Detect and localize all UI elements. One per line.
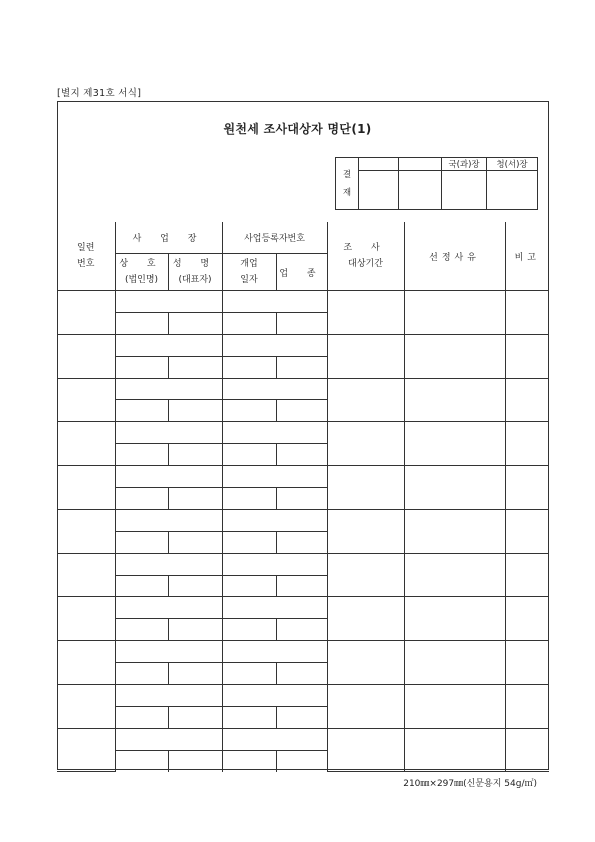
opening-date-cell[interactable]: [222, 488, 276, 510]
approval-header-director: 국(과)장: [442, 158, 487, 171]
investigation-period-cell[interactable]: [327, 509, 404, 553]
serial-no-cell[interactable]: [57, 378, 115, 422]
business-type-cell[interactable]: [276, 706, 327, 728]
trade-name-detail-cell[interactable]: [115, 444, 168, 466]
representative-cell[interactable]: [168, 444, 222, 466]
entry-row: [57, 597, 549, 619]
investigation-period-cell[interactable]: [327, 378, 404, 422]
serial-no-cell[interactable]: [57, 641, 115, 685]
representative-cell[interactable]: [168, 400, 222, 422]
entry-row: [57, 641, 549, 663]
business-type-cell[interactable]: [276, 575, 327, 597]
opening-date-cell[interactable]: [222, 312, 276, 334]
investigation-period-cell[interactable]: [327, 291, 404, 335]
serial-no-cell[interactable]: [57, 291, 115, 335]
remarks-cell[interactable]: [505, 422, 549, 466]
remarks-cell[interactable]: [505, 641, 549, 685]
business-type-cell[interactable]: [276, 488, 327, 510]
representative-cell[interactable]: [168, 488, 222, 510]
representative-cell[interactable]: [168, 619, 222, 641]
approval-side-label: [336, 158, 359, 210]
trade-name-detail-cell[interactable]: [115, 356, 168, 378]
trade-name-detail-cell[interactable]: [115, 750, 168, 771]
approval-signature-1[interactable]: [359, 171, 399, 210]
investigation-period-cell[interactable]: [327, 466, 404, 510]
trade-name-detail-cell[interactable]: [115, 706, 168, 728]
approval-signature-2[interactable]: [399, 171, 442, 210]
business-type-cell[interactable]: [276, 356, 327, 378]
header-business: 사 업 장: [115, 222, 222, 254]
serial-no-cell[interactable]: [57, 422, 115, 466]
trade-name-cell[interactable]: [115, 553, 222, 575]
selection-reason-cell[interactable]: [404, 553, 505, 597]
representative-cell[interactable]: [168, 531, 222, 553]
trade-name-cell[interactable]: [115, 685, 222, 707]
selection-reason-cell[interactable]: [404, 334, 505, 378]
serial-no-cell[interactable]: [57, 553, 115, 597]
reg-number-cell[interactable]: [222, 422, 327, 444]
business-type-cell[interactable]: [276, 619, 327, 641]
trade-name-cell[interactable]: [115, 422, 222, 444]
trade-name-cell[interactable]: [115, 334, 222, 356]
trade-name-detail-cell[interactable]: [115, 400, 168, 422]
entry-row: [57, 509, 549, 531]
selection-reason-cell[interactable]: [404, 422, 505, 466]
investigation-period-cell[interactable]: [327, 422, 404, 466]
opening-date-cell[interactable]: [222, 531, 276, 553]
taxpayer-list-table: [57, 222, 549, 772]
reg-number-cell[interactable]: [222, 378, 327, 400]
representative-cell[interactable]: [168, 706, 222, 728]
trade-name-detail-cell[interactable]: [115, 619, 168, 641]
approval-signature-director[interactable]: [442, 171, 487, 210]
remarks-cell[interactable]: [505, 685, 549, 729]
business-type-cell[interactable]: [276, 531, 327, 553]
reg-number-cell[interactable]: [222, 728, 327, 750]
remarks-cell[interactable]: [505, 509, 549, 553]
remarks-cell[interactable]: [505, 466, 549, 510]
representative-cell[interactable]: [168, 312, 222, 334]
opening-date-cell[interactable]: [222, 356, 276, 378]
trade-name-cell[interactable]: [115, 641, 222, 663]
business-type-cell[interactable]: [276, 444, 327, 466]
serial-no-cell[interactable]: [57, 509, 115, 553]
header-business-type: 업 종: [276, 254, 327, 291]
trade-name-cell[interactable]: [115, 509, 222, 531]
remarks-cell[interactable]: [505, 553, 549, 597]
form-number-label: [별지 제31호 서식]: [57, 88, 142, 99]
header-selection-reason: 선정사유: [404, 222, 505, 291]
representative-cell[interactable]: [168, 356, 222, 378]
investigation-period-cell[interactable]: [327, 553, 404, 597]
representative-cell[interactable]: [168, 663, 222, 685]
entry-row: [57, 291, 549, 313]
representative-cell[interactable]: [168, 575, 222, 597]
entry-row: [57, 728, 549, 750]
trade-name-detail-cell[interactable]: [115, 488, 168, 510]
opening-date-cell[interactable]: [222, 400, 276, 422]
reg-number-cell[interactable]: [222, 597, 327, 619]
remarks-cell[interactable]: [505, 291, 549, 335]
selection-reason-cell[interactable]: [404, 641, 505, 685]
remarks-cell[interactable]: [505, 378, 549, 422]
opening-date-cell[interactable]: [222, 619, 276, 641]
reg-number-cell[interactable]: [222, 553, 327, 575]
reg-number-cell[interactable]: [222, 466, 327, 488]
trade-name-cell[interactable]: [115, 291, 222, 313]
investigation-period-cell[interactable]: [327, 728, 404, 771]
reg-number-cell[interactable]: [222, 685, 327, 707]
paper-spec-footer: 210㎜×297㎜(신문용지 54g/㎡): [403, 779, 537, 789]
selection-reason-cell[interactable]: [404, 378, 505, 422]
header-remarks: 비고: [505, 222, 549, 291]
approval-side-label-1: 결: [342, 169, 352, 180]
trade-name-cell[interactable]: [115, 466, 222, 488]
investigation-period-cell[interactable]: [327, 685, 404, 729]
business-type-cell[interactable]: [276, 750, 327, 771]
entry-row: [57, 422, 549, 444]
reg-number-cell[interactable]: [222, 291, 327, 313]
reg-number-cell[interactable]: [222, 509, 327, 531]
business-type-cell[interactable]: [276, 312, 327, 334]
trade-name-detail-cell[interactable]: [115, 312, 168, 334]
opening-date-cell[interactable]: [222, 444, 276, 466]
serial-no-cell[interactable]: [57, 728, 115, 771]
entry-row: [57, 466, 549, 488]
remarks-cell[interactable]: [505, 728, 549, 771]
trade-name-detail-cell[interactable]: [115, 663, 168, 685]
approval-header-1: [359, 158, 399, 171]
page-title: 원천세 조사대상자 명단(1): [223, 122, 372, 136]
opening-date-cell[interactable]: [222, 575, 276, 597]
representative-cell[interactable]: [168, 750, 222, 771]
entry-row: [57, 334, 549, 356]
business-type-cell[interactable]: [276, 663, 327, 685]
approval-header-chief: 청(서)장: [487, 158, 538, 171]
entry-row: [57, 553, 549, 575]
header-representative: 성 명 (대표자): [168, 254, 222, 291]
approval-header-2: [399, 158, 442, 171]
selection-reason-cell[interactable]: [404, 685, 505, 729]
serial-no-cell[interactable]: [57, 334, 115, 378]
trade-name-cell[interactable]: [115, 378, 222, 400]
serial-no-cell[interactable]: [57, 466, 115, 510]
serial-no-cell[interactable]: [57, 685, 115, 729]
header-investigation-period: 조 사 대상기간: [327, 222, 404, 291]
reg-number-cell[interactable]: [222, 641, 327, 663]
investigation-period-cell[interactable]: [327, 597, 404, 641]
header-trade-name: 상 호 (법인명): [115, 254, 168, 291]
header-reg-number: 사업등록자번호: [222, 222, 327, 254]
remarks-cell[interactable]: [505, 334, 549, 378]
business-type-cell[interactable]: [276, 400, 327, 422]
trade-name-detail-cell[interactable]: [115, 575, 168, 597]
opening-date-cell[interactable]: [222, 706, 276, 728]
selection-reason-cell[interactable]: [404, 509, 505, 553]
trade-name-cell[interactable]: [115, 728, 222, 750]
investigation-period-cell[interactable]: [327, 641, 404, 685]
approval-box: [335, 157, 538, 210]
selection-reason-cell[interactable]: [404, 466, 505, 510]
entry-row: [57, 685, 549, 707]
remarks-cell[interactable]: [505, 597, 549, 641]
selection-reason-cell[interactable]: [404, 597, 505, 641]
trade-name-detail-cell[interactable]: [115, 531, 168, 553]
serial-no-cell[interactable]: [57, 597, 115, 641]
trade-name-cell[interactable]: [115, 597, 222, 619]
approval-signature-chief[interactable]: [487, 171, 538, 210]
opening-date-cell[interactable]: [222, 750, 276, 771]
selection-reason-cell[interactable]: [404, 291, 505, 335]
reg-number-cell[interactable]: [222, 334, 327, 356]
selection-reason-cell[interactable]: [404, 728, 505, 771]
investigation-period-cell[interactable]: [327, 334, 404, 378]
approval-side-label-2: 재: [342, 187, 352, 198]
header-opening-date: 개업 일자: [222, 254, 276, 291]
header-serial-no: 일련 번호: [57, 222, 115, 291]
opening-date-cell[interactable]: [222, 663, 276, 685]
entry-row: [57, 378, 549, 400]
